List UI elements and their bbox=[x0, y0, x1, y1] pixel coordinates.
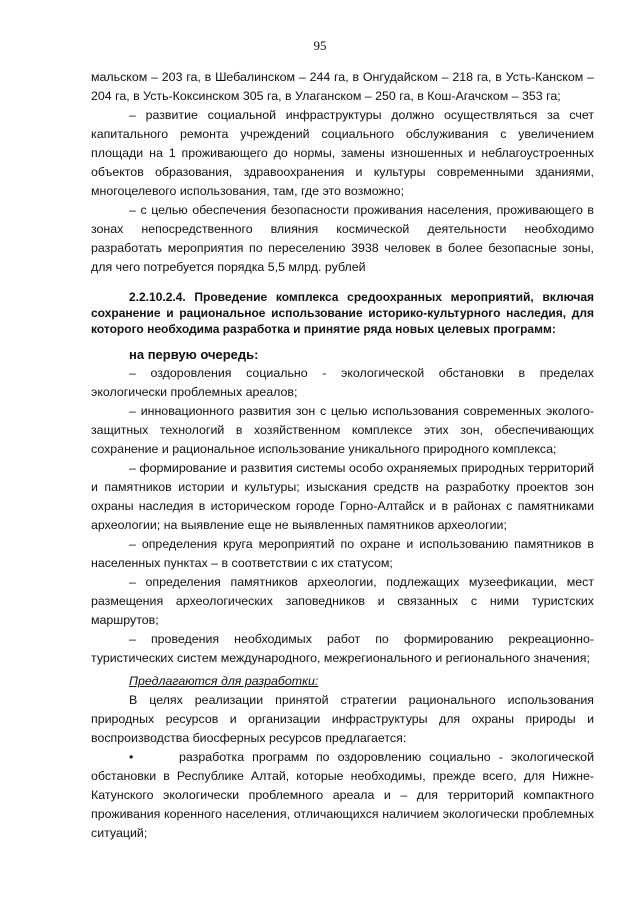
paragraph-recreation-systems: – проведения необходимых работ по формированию рекреационно-туристических систем международного, межрегионального и регионального значения; bbox=[91, 632, 594, 665]
page-number: 95 bbox=[313, 38, 327, 53]
bullet-icon: • bbox=[129, 750, 134, 764]
paragraph-ecological-health: – оздоровления социально - экологической обстановки в пределах экологически проблемных ареалов; bbox=[91, 366, 594, 399]
paragraph-social-infrastructure: – развитие социальной инфраструктуры должно осуществляться за счет капитального ремонта учреждений социального обслуживания с увеличением площади на 1 проживающего до нормы, замены изношенных и неблагоустроенных объектов образования, здравоохранения и культуры современными зданиями, многоцелевого использования, там, где это возможно; bbox=[91, 108, 594, 198]
bullet-list-item bbox=[91, 748, 594, 843]
first-turn-subheading: на первую очередь: bbox=[129, 347, 259, 362]
document-body bbox=[91, 68, 594, 843]
paragraph-strategy: В целях реализации принятой стратегии рационального использования природных ресурсов и организации инфраструктуры для охраны природы и воспроизводства биосферных ресурсов предлагается: bbox=[91, 693, 594, 745]
paragraph-monument-measures: – определения круга мероприятий по охране и использованию памятников в населенных пунктах – в соответствии с их статусом; bbox=[91, 537, 594, 570]
paragraph-health-programs: разработка программ по оздоровлению социально - экологической обстановки в Республике Алтай, которые необходимы, прежде всего, для Нижне-Катунского экологически проблемного ареала и – для территорий компактного проживания коренного населения, отличающихся наличием экологически проблемных ситуаций; bbox=[91, 750, 594, 840]
proposals-subheading: Предлагаются для разработки: bbox=[129, 674, 319, 688]
paragraph-resettlement: – с целью обеспечения безопасности проживания населения, проживающего в зонах непосредственного влияния космической деятельности необходимо разработать мероприятия по переселению 3938 человек в более безопасные зоны, для чего потребуется порядка 5,5 млрд. рублей bbox=[91, 203, 594, 274]
paragraph-museumification: – определения памятников археологии, подлежащих музеефикации, мест размещения археологических заповедников и связанных с ними туристских маршрутов; bbox=[91, 575, 594, 627]
paragraph-innovation-zones: – инновационного развития зон с целью использования современных экологозащитных технологий в хозяйственном комплексе этих зон, обеспечивающих сохранение и рациональное использование уникального природного комплекса; bbox=[91, 404, 594, 456]
paragraph-land-areas: мальском – 203 га, в Шебалинском – 244 га, в Онгудайском – 218 га, в Усть-Канском – 204 га, в Усть-Коксинском 305 га, в Улаганском – 250 га, в Кош-Агачском – 353 га; bbox=[91, 70, 594, 103]
section-heading: 2.2.10.2.4. Проведение комплекса средоохранных мероприятий, включая сохранение и рациональное использование историко-культурного наследия, для которого необходима разработка и принятие ряда новых целевых программ: bbox=[91, 290, 594, 336]
paragraph-protected-areas: – формирование и развития системы особо охраняемых природных территорий и памятников истории и культуры; изыскания средств на разработку проектов зон охраны наследия в историческом городе Горно-Алтайск и в районах с памятниками археологии; на выявление еще не выявленных памятников археологии; bbox=[91, 461, 594, 532]
